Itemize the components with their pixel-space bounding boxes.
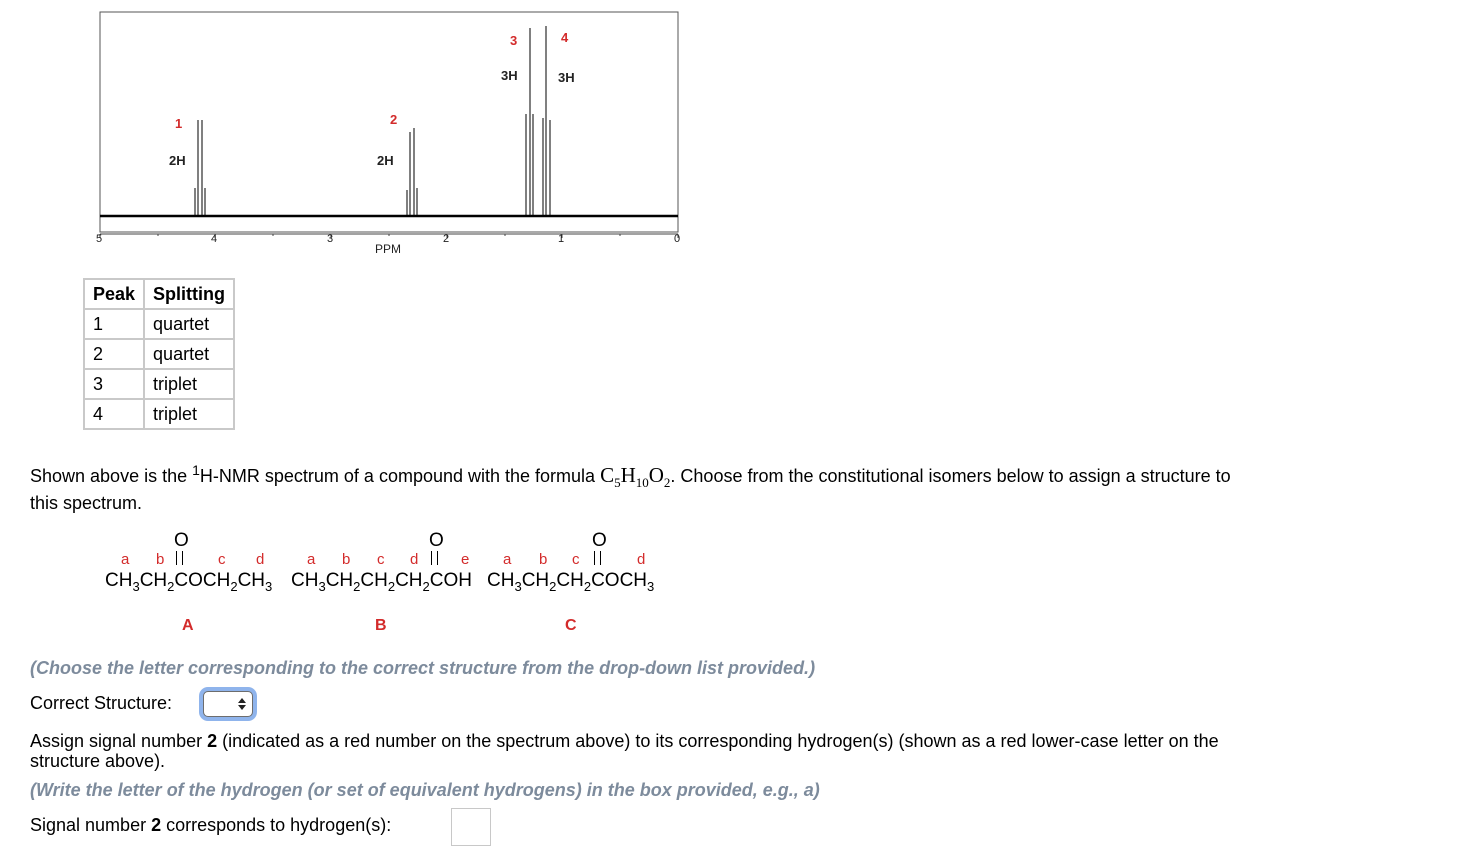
peak-4-integration: 3H — [558, 70, 575, 85]
table-row — [84, 369, 234, 399]
question-text-part: Shown above is the — [30, 466, 193, 486]
nmr-spectrum — [90, 8, 690, 260]
tick-label: 1 — [558, 233, 565, 245]
ppm-axis-label: PPM — [375, 242, 402, 256]
hydrogen-label: c — [572, 551, 580, 568]
double-bond — [594, 551, 601, 565]
carbonyl-oxygen: O — [592, 530, 607, 551]
hydrogen-label: a — [307, 551, 316, 568]
hydrogen-label: a — [503, 551, 512, 568]
peak-3-integration: 3H — [501, 68, 518, 83]
assign-instruction — [30, 731, 1219, 771]
peak-1-multiplet — [195, 120, 205, 216]
peak-3-multiplet — [526, 28, 533, 216]
hydrogen-answer-input[interactable] — [451, 808, 491, 846]
peak-1-number: 1 — [175, 116, 183, 131]
structure-b-label: B — [375, 617, 387, 634]
tick-label: 4 — [211, 233, 218, 245]
question-text-part: . Choose from the constitutional isomers below to assign a structure to — [670, 466, 1231, 486]
peak-4-multiplet — [543, 26, 550, 216]
tick-label: 0 — [674, 233, 681, 245]
tick-label: 2 — [443, 233, 450, 245]
spectrum-frame — [100, 12, 678, 232]
peak-2-number: 2 — [390, 112, 398, 127]
table-row — [84, 339, 234, 369]
correct-structure-select[interactable] — [199, 687, 257, 721]
table-row — [84, 399, 234, 429]
question-text-part: H-NMR spectrum of a compound with the formula — [199, 466, 601, 486]
hydrogen-label: a — [121, 551, 130, 568]
signal-number: 2 — [151, 815, 162, 835]
peak-4-number: 4 — [561, 30, 569, 45]
hydrogen-label: c — [377, 551, 385, 568]
tick-label: 3 — [327, 233, 334, 245]
splitting-cell: quartet — [144, 339, 234, 369]
carbonyl-oxygen: O — [174, 530, 189, 551]
tick-label: 5 — [96, 233, 103, 245]
double-bond — [431, 551, 438, 565]
peak-2-multiplet — [407, 128, 417, 216]
structure-a-formula: $CH_3CH_2COCH_2CH_3$ — [105, 570, 273, 594]
superscript: 1 — [192, 462, 200, 478]
hydrogen-label: b — [539, 551, 548, 568]
signal-text-part: Signal number — [30, 815, 152, 835]
select-box[interactable] — [203, 691, 253, 717]
correct-structure-label: Correct Structure: — [30, 693, 173, 713]
double-bond — [176, 551, 183, 565]
signal-answer-label — [30, 815, 391, 835]
column-header: Splitting — [144, 279, 234, 309]
table-header-row — [84, 279, 234, 309]
hydrogen-label: d — [256, 551, 265, 568]
peak-cell: 2 — [84, 339, 144, 369]
select-arrows-icon — [237, 697, 247, 711]
splitting-cell: triplet — [144, 369, 234, 399]
peak-cell: 4 — [84, 399, 144, 429]
peak-cell: 1 — [84, 309, 144, 339]
hydrogen-label: b — [156, 551, 165, 568]
question-text — [30, 460, 1231, 513]
signal-number: 2 — [207, 731, 218, 751]
structure-b-formula: $CH_3CH_2CH_2CH_2COH$ — [291, 570, 472, 594]
structure-hint: (Choose the letter corresponding to the correct structure from the drop-down list provided.) — [30, 658, 816, 678]
question-text-part: this spectrum. — [30, 493, 143, 514]
assign-text-part: structure above). — [30, 751, 166, 771]
column-header: Peak — [84, 279, 144, 309]
peak-2-integration: 2H — [377, 153, 394, 168]
hydrogen-label: d — [637, 551, 646, 568]
hydrogen-label: d — [410, 551, 419, 568]
signal-text-part: corresponds to hydrogen(s): — [161, 815, 392, 835]
carbonyl-oxygen: O — [429, 530, 444, 551]
hydrogen-hint: (Write the letter of the hydrogen (or set of equivalent hydrogens) in the box provided, e.g., a) — [30, 780, 820, 800]
assign-text-part: Assign signal number — [30, 731, 208, 751]
hydrogen-label: c — [218, 551, 226, 568]
splitting-cell: quartet — [144, 309, 234, 339]
peak-3-number: 3 — [510, 33, 518, 48]
peak-cell: 3 — [84, 369, 144, 399]
structure-c-formula: $CH_3CH_2CH_2COCH_3$ — [487, 570, 655, 594]
table-row — [84, 309, 234, 339]
hydrogen-label: b — [342, 551, 351, 568]
assign-text-part: (indicated as a red number on the spectrum above) to its corresponding hydrogen(s) (shown as a red lower-case letter on the — [217, 731, 1219, 751]
structure-a-label: A — [182, 617, 194, 634]
hydrogen-label: e — [461, 551, 470, 568]
peak-1-integration: 2H — [169, 153, 186, 168]
peak-splitting-table — [83, 278, 235, 430]
structure-c-label: C — [565, 617, 577, 634]
splitting-cell: triplet — [144, 399, 234, 429]
molecular-formula: $C_5H_{10}O_2$ — [600, 463, 671, 491]
